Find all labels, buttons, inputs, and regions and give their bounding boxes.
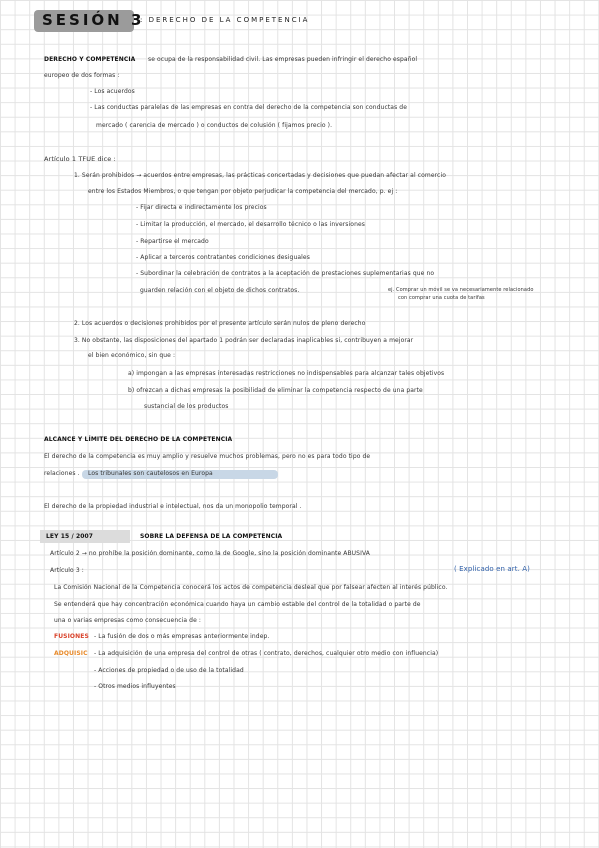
law-line1: La Comisión Nacional de la Competencia conocerá los actos de competencia desleal que por falsear afecten al interés público. <box>54 584 448 591</box>
section1-bullet2: - Las conductas paralelas de las empresas en contra del derecho de la competencia son conductas de <box>90 104 408 111</box>
section1-bullet2-cont: mercado ( carencia de mercado ) o conductos de colusión ( fijamos precio ). <box>96 122 333 129</box>
fusiones-label: FUSIONES <box>54 633 89 640</box>
article-note-2: con comprar una cuota de tarifas <box>398 295 485 301</box>
article-sub-b1: b) ofrezcan a dichas empresas la posibilidad de eliminar la competencia respecto de una parte <box>128 387 423 394</box>
law-bullet4: - Otros medios influyentes <box>94 683 176 690</box>
section1-term: DERECHO Y COMPETENCIA <box>44 56 136 63</box>
law-heading: SOBRE LA DEFENSA DE LA COMPETENCIA <box>140 533 283 540</box>
section1-line1: se ocupa de la responsabilidad civil. Las empresas pueden infringir el derecho español <box>148 56 418 63</box>
page-subtitle: : DERECHO DE LA COMPETENCIA <box>140 16 310 24</box>
law-line3: una o varias empresas como consecuencia de : <box>54 617 202 624</box>
scope-line1: El derecho de la competencia es muy amplio y resuelve muchos problemas, pero no es para todo tipo de <box>44 453 371 460</box>
article-p1b: entre los Estados Miembros, o que tengan por objeto perjudicar la competencia del mercado, p. ej : <box>88 188 398 195</box>
fusiones-text: - La fusión de dos o más empresas anteriormente indep. <box>94 633 270 640</box>
law-article2: Artículo 2 → no prohíbe la posición dominante, como la de Google, sino la posición dominante ABUSIVA <box>50 550 370 557</box>
section1-line2: europeo de dos formas : <box>44 72 120 79</box>
section1-bullet1: - Los acuerdos <box>90 88 135 95</box>
article-item-6: guarden relación con el objeto de dichos contratos. <box>140 287 300 294</box>
scope-line3: El derecho de la propiedad industrial e intelectual, nos da un monopolio temporal . <box>44 503 302 510</box>
article-item-1: - Fijar directa e indirectamente los precios <box>136 204 267 211</box>
article-item-4: - Aplicar a terceros contratantes condiciones desiguales <box>136 254 310 261</box>
scope-heading: ALCANCE Y LÍMITE DEL DERECHO DE LA COMPETENCIA <box>44 436 233 443</box>
article-p2: 2. Los acuerdos o decisiones prohibidos por el presente artículo serán nulos de pleno derecho <box>74 320 366 327</box>
article-p1a: 1. Serán prohibidos → acuerdos entre empresas, las prácticas concertadas y decisiones que puedan afectar al comercio <box>74 172 446 179</box>
article-p3a: 3. No obstante, las disposiciones del apartado 1 podrán ser declaradas inaplicables si, contribuyen a mejorar <box>74 337 414 344</box>
article-p3b: el bien económico, sin que : <box>88 352 176 359</box>
scope-line2b: Los tribunales son cautelosos en Europa <box>88 470 213 477</box>
article-sub-a: a) impongan a las empresas interesadas restricciones no indispensables para alcanzar tales objetivos <box>128 370 445 377</box>
article-note-1: ej. Comprar un móvil se va necesariamente relacionado <box>388 287 534 293</box>
adquisicion-text: - La adquisición de una empresa del control de otras ( contrato, derechos, cualquier otro medio con influencia) <box>94 650 439 657</box>
law-bullet3: - Acciones de propiedad o de uso de la totalidad <box>94 667 244 674</box>
law-article3-link: ( Explicado en art. A) <box>454 565 530 573</box>
adquisicion-label: ADQUISIC <box>54 650 88 657</box>
article-item-3: - Repartirse el mercado <box>136 238 209 245</box>
law-article3-label: Artículo 3 : <box>50 567 84 574</box>
law-title: LEY 15 / 2007 <box>46 533 94 540</box>
article-heading: Artículo 1 TFUE dice : <box>44 155 116 163</box>
law-line2: Se entenderá que hay concentración económica cuando haya un cambio estable del control de la totalidad o parte de <box>54 601 421 608</box>
article-sub-b2: sustancial de los productos <box>144 403 229 410</box>
article-item-5: - Subordinar la celebración de contratos a la aceptación de prestaciones suplementarias que no <box>136 270 435 277</box>
page-title: SESIÓN 3 <box>42 11 145 29</box>
scope-line2a: relaciones . <box>44 470 80 477</box>
article-item-2: - Limitar la producción, el mercado, el desarrollo técnico o las inversiones <box>136 221 365 228</box>
